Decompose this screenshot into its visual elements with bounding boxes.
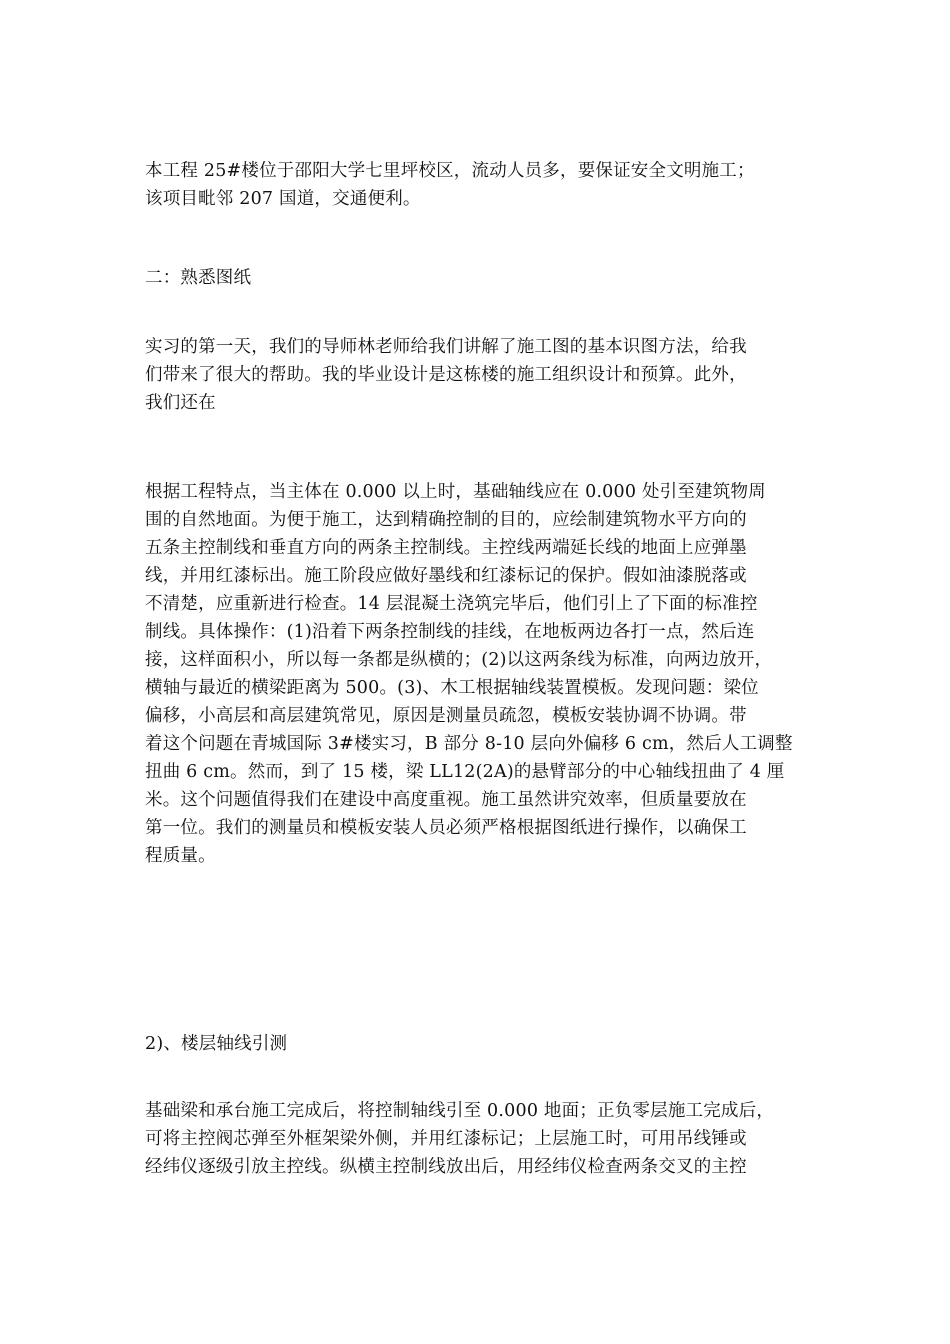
text-line: 不清楚，应重新进行检查。14 层混凝土浇筑完毕后，他们引上了下面的标准控 xyxy=(145,594,758,614)
text-line: 第一位。我们的测量员和模板安装人员必须严格根据图纸进行操作，以确保工 xyxy=(145,818,747,838)
text-line: 实习的第一天，我们的导师林老师给我们讲解了施工图的基本识图方法，给我 xyxy=(145,337,747,357)
text-line: 制线。具体操作：(1)沿着下两条控制线的挂线，在地板两边各打一点，然后连 xyxy=(145,622,755,642)
text-line: 可将主控阀芯弹至外框架梁外侧，并用红漆标记；上层施工时，可用吊线锤或 xyxy=(145,1129,747,1149)
text-line: 围的自然地面。为便于施工，达到精确控制的目的，应绘制建筑物水平方向的 xyxy=(145,510,747,530)
text-line: 横轴与最近的横梁距离为 500。(3)、木工根据轴线装置模板。发现问题：梁位 xyxy=(145,678,759,698)
text-line: 线，并用红漆标出。施工阶段应做好墨线和红漆标记的保护。假如油漆脱落或 xyxy=(145,566,747,586)
heading-text: 二：熟悉图纸 xyxy=(145,268,252,288)
text-line: 着这个问题在青城国际 3#楼实习，B 部分 8-10 层向外偏移 6 cm，然后人工调整 xyxy=(145,734,793,754)
section-heading-floor-axis xyxy=(145,1030,825,1058)
paragraph-floor-axis xyxy=(145,1097,825,1181)
text-line: 接，这样面积小，所以每一条都是纵横的；(2)以这两条线为标准，向两边放开， xyxy=(145,650,773,670)
paragraph-axis-control xyxy=(145,478,825,870)
text-line: 偏移，小高层和高层建筑常见，原因是测量员疏忽，模板安装协调不协调。带 xyxy=(145,706,747,726)
text-line: 根据工程特点，当主体在 0.000 以上时，基础轴线应在 0.000 处引至建筑物周 xyxy=(145,482,766,502)
text-line: 本工程 25#楼位于邵阳大学七里坪校区，流动人员多，要保证安全文明施工； xyxy=(145,161,755,181)
heading-text: 2)、楼层轴线引测 xyxy=(145,1034,288,1054)
text-line: 经纬仪逐级引放主控线。纵横主控制线放出后，用经纬仪检查两条交叉的主控 xyxy=(145,1157,747,1177)
paragraph-first-day xyxy=(145,333,825,417)
text-line: 们带来了很大的帮助。我的毕业设计是这栋楼的施工组织设计和预算。此外， xyxy=(145,365,747,385)
paragraph-project-location xyxy=(145,157,825,213)
text-line: 扭曲 6 cm。然而，到了 15 楼，梁 LL12(2A)的悬臂部分的中心轴线扭曲了 4 厘 xyxy=(145,762,785,782)
text-line: 程质量。 xyxy=(145,846,216,866)
section-heading-drawings xyxy=(145,264,825,292)
text-line: 五条主控制线和垂直方向的两条主控制线。主控线两端延长线的地面上应弹墨 xyxy=(145,538,747,558)
text-line: 我们还在 xyxy=(145,393,216,413)
text-line: 该项目毗邻 207 国道，交通便利。 xyxy=(145,189,421,209)
text-line: 基础梁和承台施工完成后，将控制轴线引至 0.000 地面；正负零层施工完成后， xyxy=(145,1101,775,1121)
text-line: 米。这个问题值得我们在建设中高度重视。施工虽然讲究效率，但质量要放在 xyxy=(145,790,747,810)
